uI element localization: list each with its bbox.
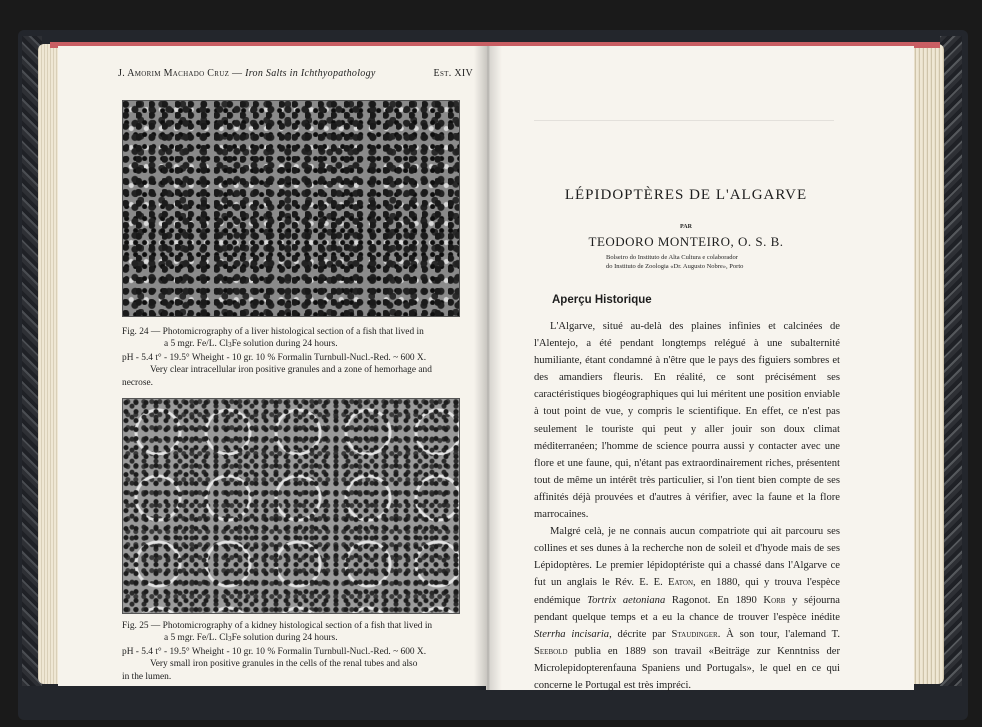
name-staudinger: Staudinger [671, 628, 718, 640]
caption-line: Fig. 24 — Photomicrography of a liver histological section of a fish that lived in [122, 327, 424, 337]
species-name: Tortrix aetoniana [587, 594, 666, 606]
figure-24-caption [122, 326, 460, 389]
caption-text: a 5 mgr. Fe/L. Cl [164, 633, 229, 644]
caption-line: Fig. 25 — Photomicrography of a kidney histological section of a fish that lived in [122, 621, 433, 631]
article-author: TEODORO MONTEIRO, O. S. B. [588, 234, 784, 249]
plate-number: Est. XIV [433, 68, 473, 79]
subscript: 3 [228, 341, 232, 350]
subscript: 3 [228, 635, 232, 644]
par-label: PAR [680, 224, 692, 230]
book-gutter [474, 46, 502, 690]
article-body [534, 318, 840, 694]
name-korb: Korb [763, 594, 786, 606]
caption-line: Very small iron positive granules in the cells of the renal tubes and also [150, 659, 418, 670]
text: . À son tour, l'alemand T. [717, 628, 840, 640]
paragraph-2 [534, 523, 840, 694]
text: Ragonot. En 1890 [665, 594, 764, 606]
text: publia en 1889 son travail «Beiträge zur Kenntniss der Microlepidopterenfauna Spaniens und Portugals», le quel en ce qui concerne le Portugal est très impréci. [534, 645, 840, 691]
caption-line: Very clear intracellular iron positive granules and a zone of hemorhage and [150, 365, 432, 376]
figure-25-caption [122, 620, 460, 683]
species-name: Sterrha incisaria [534, 628, 610, 640]
show-through-header [534, 110, 834, 121]
running-head-title: Iron Salts in Ichthyopathology [245, 68, 376, 79]
text: Malgré celà, je ne connais aucun compatriote qui ait parcouru ses collines et ses dunes à la recherche non de soleil et d'hyode mais de ses Lépidoptères. Le premier lépidoptériste qui a chassé dans l'Algarve ce fut un anglais le Rév. E. E. [534, 526, 840, 589]
running-head-dash: — [229, 68, 246, 79]
caption-text: a 5 mgr. Fe/L. Cl [164, 339, 229, 350]
caption-line [122, 338, 460, 351]
page-edges-left [38, 44, 60, 684]
caption-line: pH - 5.4 t° - 19.5° Wheight - 10 gr. 10 % Formalin Turnbull-Nucl.-Red. ~ 600 X. [122, 646, 427, 657]
caption-line: pH - 5.4 t° - 19.5° Wheight - 10 gr. 10 % Formalin Turnbull-Nucl.-Red. ~ 600 X. [122, 352, 427, 363]
text: y séjourna pendant quelque temps et a eu la chance de trouver l'espèce inédite [534, 594, 840, 623]
affiliation-line: Bolseiro do Instituto de Alta Cultura e colaborador [606, 254, 738, 261]
page-edges-right [910, 44, 944, 684]
caption-line: in the lumen. [122, 671, 172, 682]
name-eaton: Eaton [668, 577, 694, 589]
affiliation-line: do Instituto de Zoologia «Dr. Augusto Nobre», Porto [606, 263, 744, 270]
right-page [486, 46, 914, 690]
left-page [58, 46, 488, 686]
author-affiliation [606, 253, 786, 271]
caption-text: Fe solution during 24 hours. [231, 339, 338, 350]
caption-text: Fe solution during 24 hours. [231, 633, 338, 644]
liver-photomicrograph [122, 100, 460, 317]
section-heading: Aperçu Historique [552, 294, 652, 306]
article-title: LÉPIDOPTÈRES DE L'ALGARVE [564, 187, 808, 203]
running-head [118, 68, 473, 79]
text: , décrite par [609, 628, 672, 640]
kidney-photomicrograph [122, 398, 460, 614]
name-seebold: Seebold [534, 645, 568, 657]
running-head-author: J. Amorim Machado Cruz [118, 68, 230, 79]
paragraph-1: L'Algarve, situé au-delà des plaines infinies et calcinées de l'Alentejo, a été pendant longtemps relégué à une subalternité humiliante, étant condamné à n'être que le pays des figuiers sombres et des amandiers fleuris. En réalité, ce sont précisément ses caractéristiques biogéographiques qui lui méritent une position enviable à tout point de vue, y compris le scientifique. En effet, ce n'est pas seulement le touriste qui peut y aller jouir son doux climat méditerranéen; l'homme de science pourra aussi y contacter avec une flore et une faune, qui, n'étant pas extraordinairement riches, présentent tout de même un intérêt très particulier, si l'on tient bien compte de ses affinités déjà prouvées et d'autres à vérifier, avec la faune et la flore marrocaines. [534, 321, 840, 521]
text: , en 1880, qui y trouva l'espèce endémique [534, 577, 840, 606]
caption-line [122, 632, 460, 645]
caption-line: necrose. [122, 377, 153, 388]
